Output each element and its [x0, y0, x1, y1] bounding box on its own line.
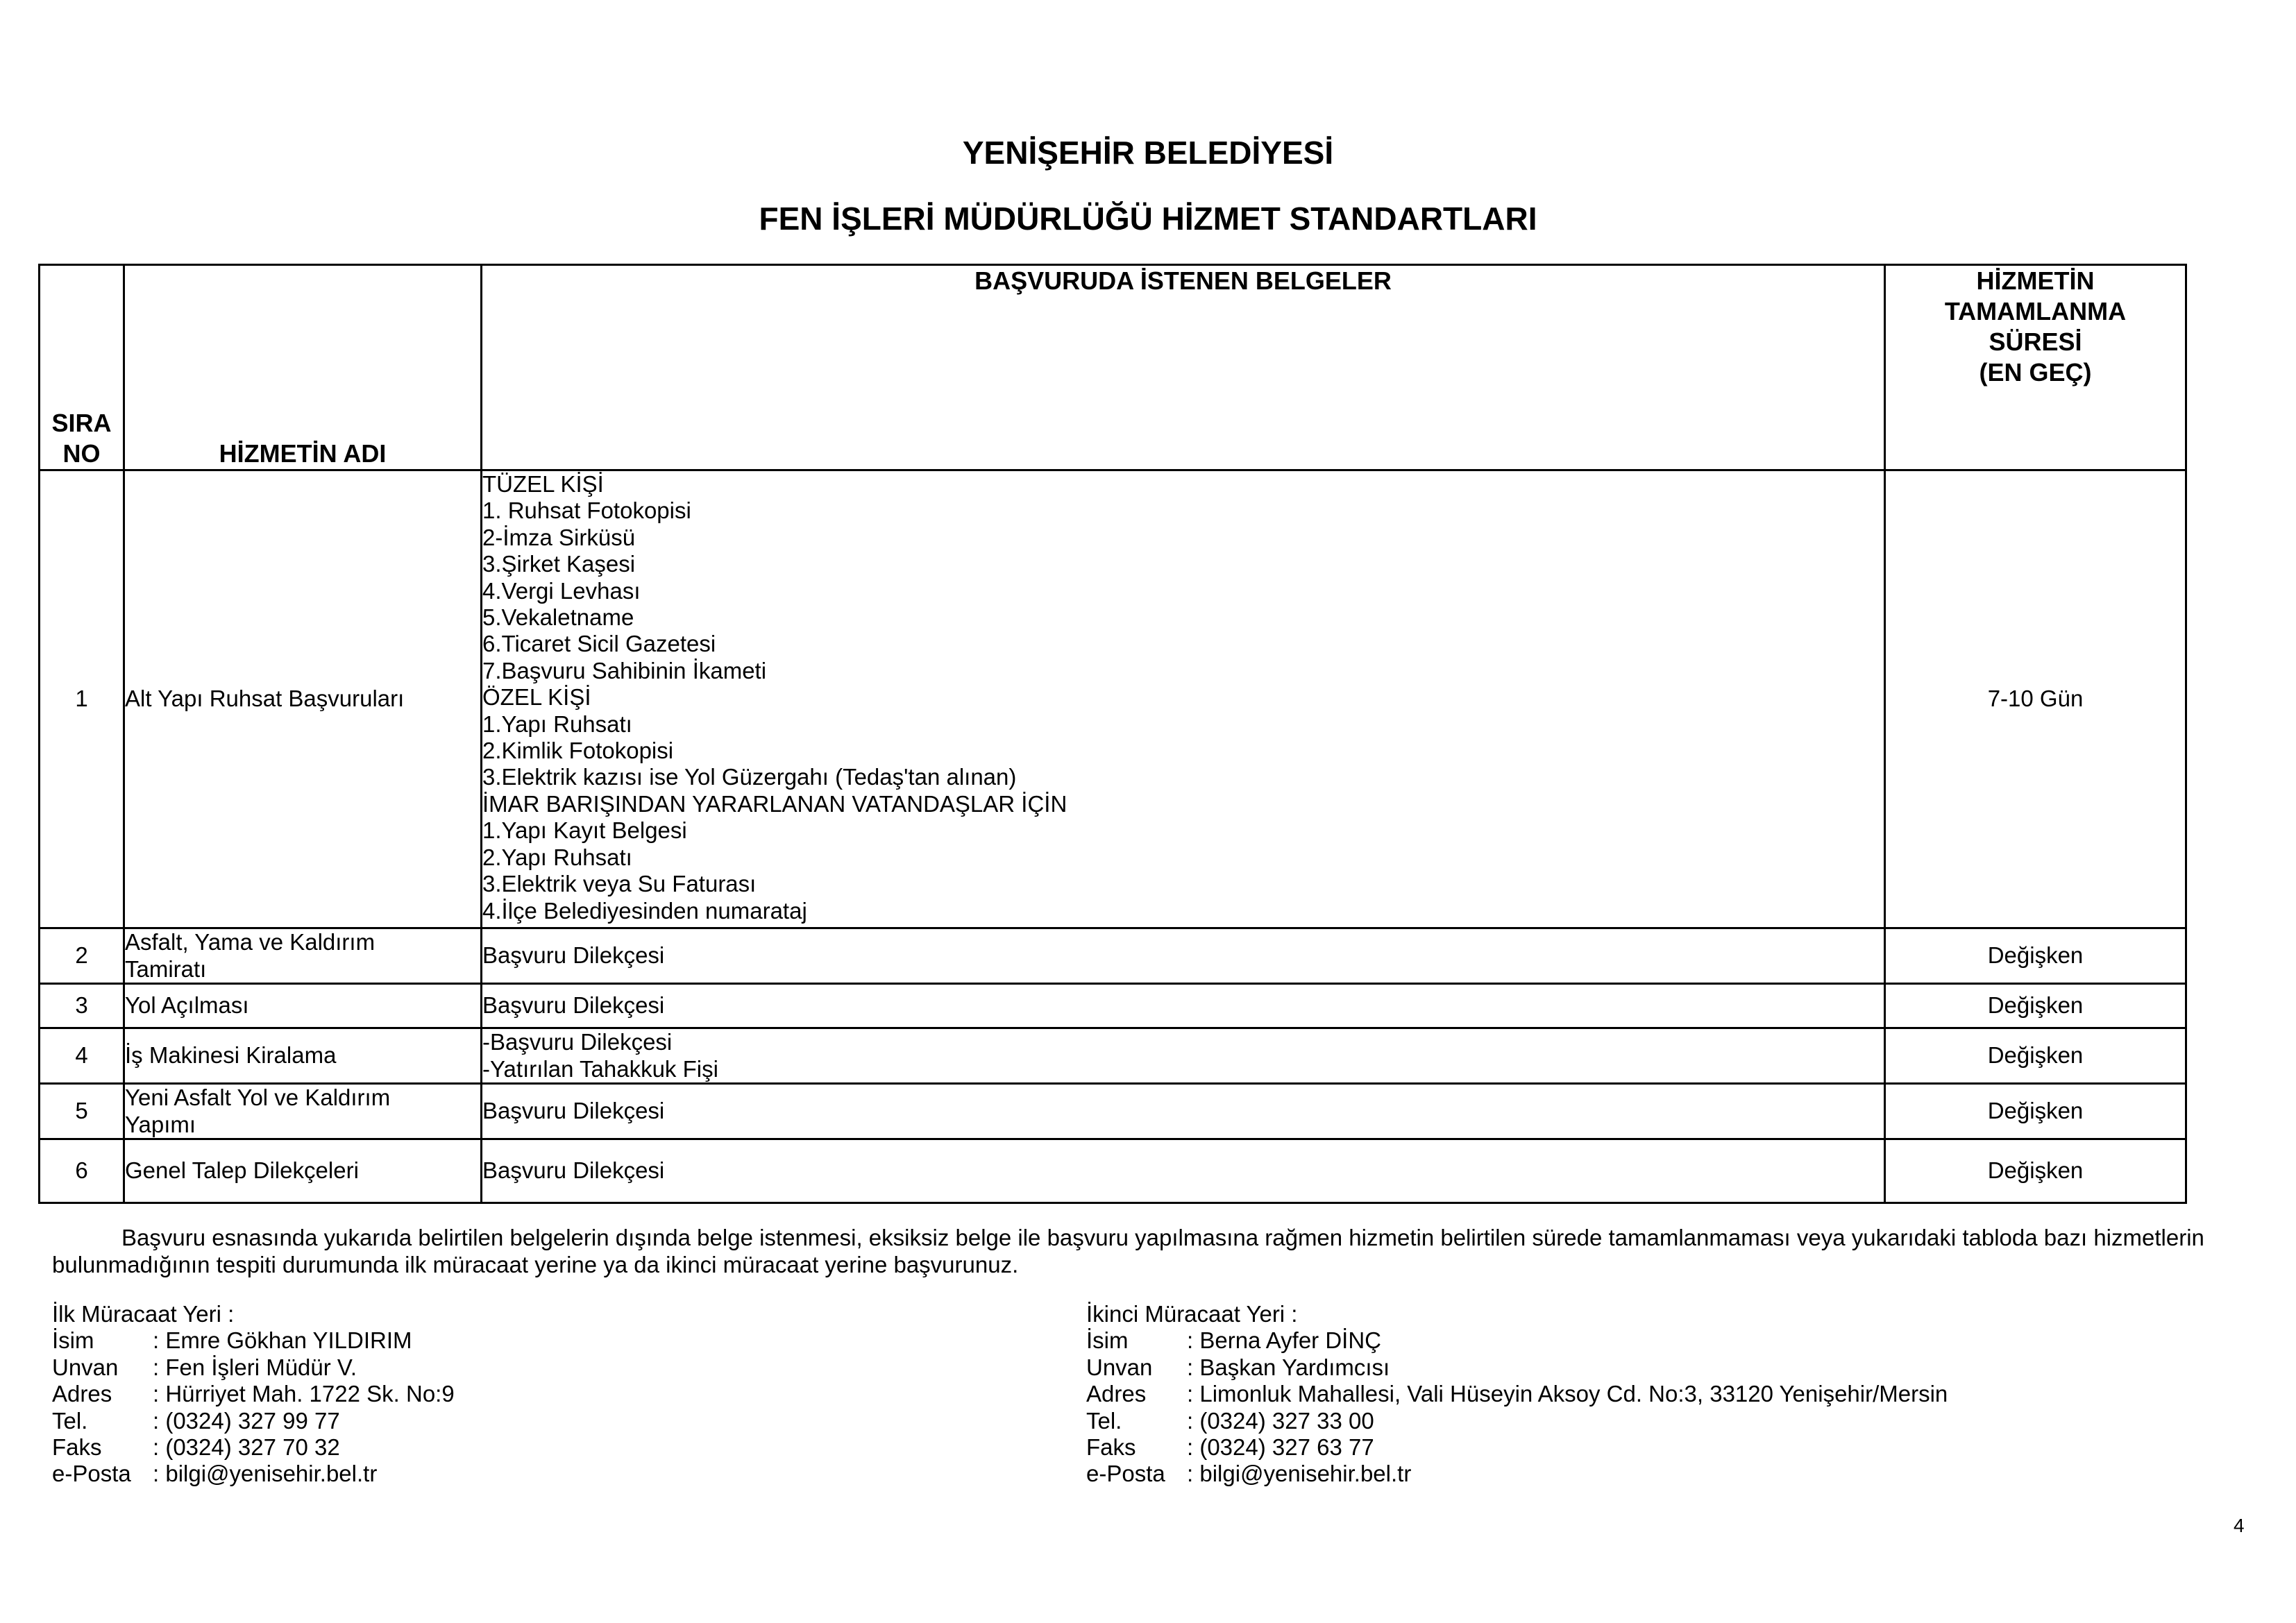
fax-label: Faks [52, 1434, 102, 1461]
service-name: Yol Açılması [124, 984, 482, 1028]
tel-value: : (0324) 327 99 77 [153, 1407, 340, 1434]
table-row [40, 984, 2186, 1028]
completion-time: Değişken [1885, 984, 2186, 1028]
completion-time: Değişken [1885, 1084, 2186, 1139]
header-sure: HİZMETİN TAMAMLANMA SÜRESİ (EN GEÇ) [1885, 265, 2186, 470]
fax-value: : (0324) 327 63 77 [1187, 1434, 1374, 1461]
address-value: : Limonluk Mahallesi, Vali Hüseyin Aksoy Cd. No:3, 33120 Yenişehir/Mersin [1187, 1381, 1948, 1407]
first-contact-heading: İlk Müracaat Yeri : [52, 1301, 235, 1327]
service-name: Alt Yapı Ruhsat Başvuruları [124, 470, 482, 928]
name-value: : Emre Gökhan YILDIRIM [153, 1327, 412, 1354]
title-value: : Fen İşleri Müdür V. [153, 1354, 357, 1380]
name-label: İsim [52, 1327, 94, 1354]
second-contact-block [1086, 1301, 1948, 1488]
service-name: Genel Talep Dilekçeleri [124, 1139, 482, 1203]
tel-label: Tel. [52, 1407, 88, 1434]
service-name: Yeni Asfalt Yol ve Kaldırım Yapımı [124, 1084, 482, 1139]
email-link[interactable]: : bilgi@yenisehir.bel.tr [1187, 1461, 1412, 1487]
row-number: 5 [40, 1084, 124, 1139]
application-note [52, 1224, 2245, 1278]
row-number: 3 [40, 984, 124, 1028]
name-value: : Berna Ayfer DİNÇ [1187, 1327, 1382, 1354]
header-belgeler: BAŞVURUDA İSTENEN BELGELER [482, 265, 1885, 470]
address-value: : Hürriyet Mah. 1722 Sk. No:9 [153, 1381, 455, 1407]
tel-value: : (0324) 327 33 00 [1187, 1407, 1374, 1434]
title-label: Unvan [52, 1354, 119, 1380]
header-sira-no: SIRA NO [40, 265, 124, 470]
table-row [40, 1084, 2186, 1139]
required-documents: -Başvuru Dilekçesi -Yatırılan Tahakkuk Fişi [482, 1028, 1885, 1084]
completion-time: Değişken [1885, 1028, 2186, 1084]
page-number: 4 [2234, 1515, 2245, 1536]
fax-value: : (0324) 327 70 32 [153, 1434, 340, 1461]
title-label: Unvan [1086, 1354, 1153, 1380]
row-number: 4 [40, 1028, 124, 1084]
email-label: e-Posta [1086, 1461, 1165, 1487]
email-link[interactable]: : bilgi@yenisehir.bel.tr [153, 1461, 378, 1487]
row-number: 6 [40, 1139, 124, 1203]
completion-time: 7-10 Gün [1885, 470, 2186, 928]
row-number: 1 [40, 470, 124, 928]
title-value: : Başkan Yardımcısı [1187, 1354, 1390, 1380]
required-documents: Başvuru Dilekçesi [482, 984, 1885, 1028]
application-note-text: Başvuru esnasında yukarıda belirtilen belgelerin dışında belge istenmesi, eksiksiz belge ile başvuru yapılmasına rağmen hizmetin belirtilen sürede tamamlanmaması veya yukarıdaki tabloda bazı hizmetlerin bulunmadığının tespiti durumunda ilk müracaat yerine ya da ikinci müracaat yerine başvurunuz. [52, 1225, 2204, 1277]
address-label: Adres [52, 1381, 112, 1407]
service-standards-table [38, 264, 2187, 1204]
service-name: Asfalt, Yama ve Kaldırım Tamiratı [124, 928, 482, 984]
name-label: İsim [1086, 1327, 1129, 1354]
required-documents: TÜZEL KİŞİ 1. Ruhsat Fotokopisi 2-İmza Sirküsü 3.Şirket Kaşesi 4.Vergi Levhası 5.Vekaletname 6.Ticaret Sicil Gazetesi 7.Başvuru Sahibinin İkameti ÖZEL KİŞİ 1.Yapı Ruhsatı 2.Kimlik Fotokopisi 3.Elektrik kazısı ise Yol Güzergahı (Tedaş'tan alınan) İMAR BARIŞINDAN YARARLANAN VATANDAŞLAR İÇİN 1.Yapı Kayıt Belgesi 2.Yapı Ruhsatı 3.Elektrik veya Su Faturası 4.İlçe Belediyesinden numarataj [482, 470, 1885, 928]
required-documents: Başvuru Dilekçesi [482, 928, 1885, 984]
table-row [40, 928, 2186, 984]
table-row [40, 1028, 2186, 1084]
required-documents: Başvuru Dilekçesi [482, 1084, 1885, 1139]
table-header-row [40, 265, 2186, 470]
service-name: İş Makinesi Kiralama [124, 1028, 482, 1084]
header-hizmet-adi: HİZMETİN ADI [124, 265, 482, 470]
document-subtitle: FEN İŞLERİ MÜDÜRLÜĞÜ HİZMET STANDARTLARI [759, 201, 1537, 237]
document-title: YENİŞEHİR BELEDİYESİ [962, 135, 1334, 171]
required-documents: Başvuru Dilekçesi [482, 1139, 1885, 1203]
row-number: 2 [40, 928, 124, 984]
fax-label: Faks [1086, 1434, 1136, 1461]
completion-time: Değişken [1885, 928, 2186, 984]
address-label: Adres [1086, 1381, 1147, 1407]
first-contact-block [52, 1301, 455, 1488]
email-label: e-Posta [52, 1461, 131, 1487]
completion-time: Değişken [1885, 1139, 2186, 1203]
tel-label: Tel. [1086, 1407, 1122, 1434]
table-row [40, 470, 2186, 928]
second-contact-heading: İkinci Müracaat Yeri : [1086, 1301, 1298, 1327]
table-row [40, 1139, 2186, 1203]
